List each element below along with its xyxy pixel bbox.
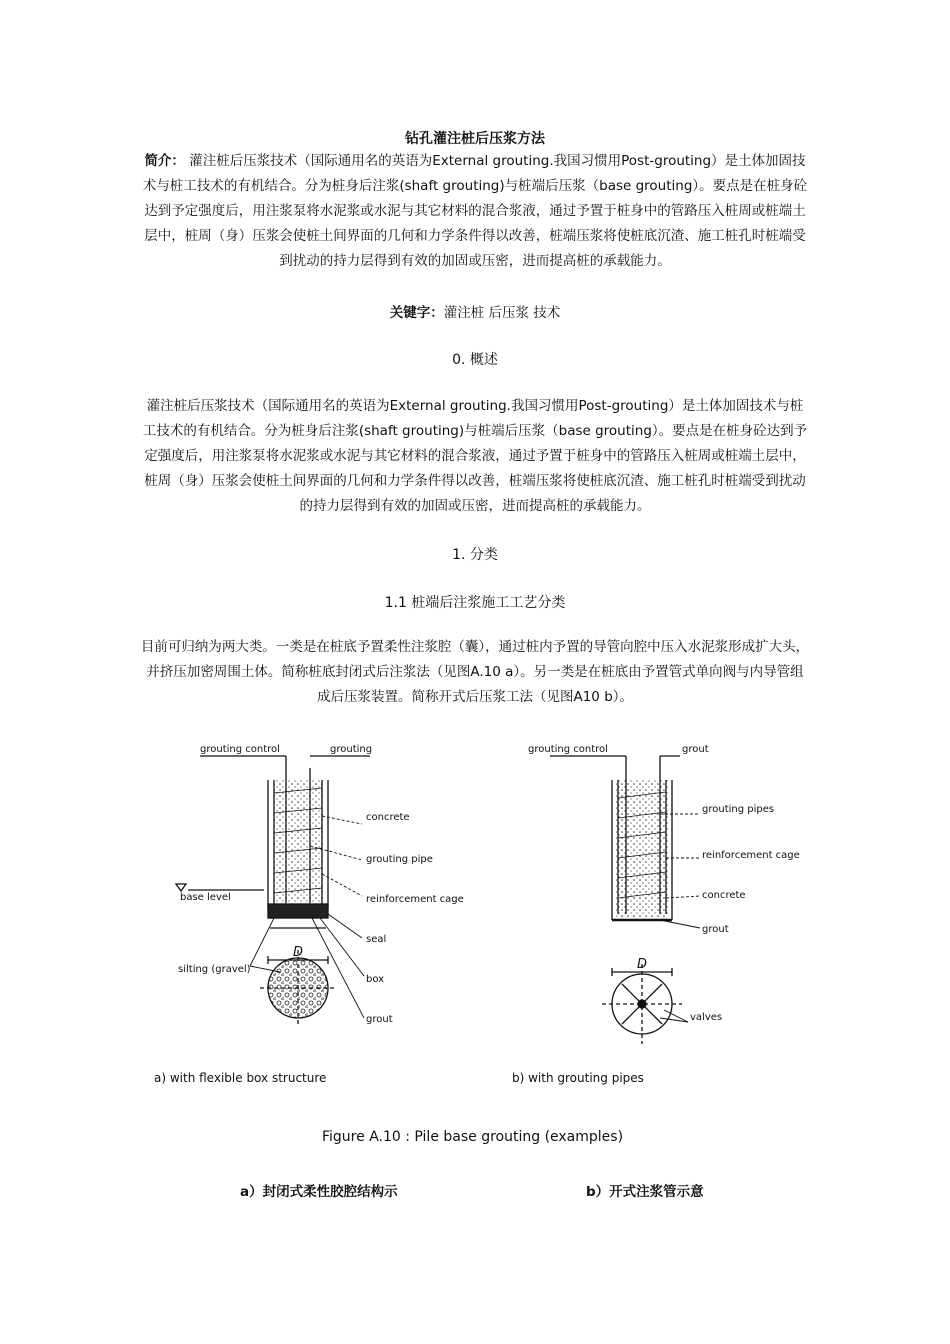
keywords-label: 关键字： (389, 305, 444, 321)
section1-heading: 1. 分类 (452, 547, 498, 563)
keywords-text: 灌注桩 后压浆 技术 (443, 305, 561, 321)
left-label-box: box (366, 974, 385, 985)
figure-title: Figure A.10 : Pile base grouting (examples) (322, 1129, 624, 1145)
caption-a: a）封闭式柔性胶腔结构示 (240, 1184, 398, 1200)
figure-drawing (140, 728, 820, 1158)
left-caption: a) with flexible box structure (154, 1071, 327, 1085)
left-label-grouting-control: grouting control (200, 744, 280, 755)
right-label-grout-top: grout (682, 744, 709, 755)
section1-1-heading: 1.1 桩端后注浆施工工艺分类 (384, 595, 566, 611)
left-pile-drawing (176, 756, 370, 1024)
left-label-grouting: grouting (330, 744, 373, 755)
right-label-grout: grout (702, 924, 729, 935)
caption-b: b）开式注浆管示意 (586, 1184, 704, 1200)
section0-heading: 0. 概述 (452, 352, 498, 368)
section1-paragraph: 目前可归纳为两大类。一类是在桩底予置柔性注浆腔（囊），通过桩内予置的导管向腔中压入水泥浆形成扩大头，并挤压加密周围土体。简称桩底封闭式后注浆法（见图A.10 a）。另一类是在桩底由予置管式单向阀与内导管组成后压浆装置。简称开式后压浆工法（见图A10 b）。 (140, 639, 810, 705)
right-label-grouting-control: grouting control (528, 744, 608, 755)
right-label-concrete: concrete (702, 890, 746, 901)
left-label-grout: grout (366, 1014, 393, 1025)
section0-paragraph: 灌注桩后压浆技术（国际通用名的英语为External grouting.我国习惯用Post-grouting）是土体加固技术与桩工技术的有机结合。分为桩身后注浆(shaft grouting)与桩端后压浆（base grouting）。要点是在桩身砼达到予定强度后，用注浆泵将水泥浆或水泥与其它材料的混合浆液，通过予置于桩身中的管路压入桩周或桩端土层中，桩周（身）压浆会使桩土间界面的几何和力学条件得以改善，桩端压浆将使桩底沉渣、施工桩孔时桩端受到扰动的持力层得到有效的加固或压密，进而提高桩的承载能力。 (142, 398, 808, 514)
intro-text: 灌注桩后压浆技术（国际通用名的英语为External grouting.我国习惯用Post-grouting）是土体加固技术与桩工技术的有机结合。分为桩身后注浆(shaft grouting)与桩端后压浆（base grouting）。要点是在桩身砼达到予定强度后，用注浆泵将水泥浆或水泥与其它材料的混合浆液，通过予置于桩身中的管路压入桩周或桩端土层中，桩周（身）压浆会使桩土间界面的几何和力学条件得以改善，桩端压浆将使桩底沉渣、施工桩孔时桩端受到扰动的持力层得到有效的加固或压密，进而提高桩的承载能力。 (142, 153, 808, 269)
right-label-valves: valves (690, 1012, 723, 1023)
left-label-grouting-pipe: grouting pipe (366, 854, 433, 865)
intro-label: 简介： (144, 153, 185, 169)
pile-base-grouting-figure (140, 728, 820, 1158)
left-label-reinforcement-cage: reinforcement cage (366, 894, 464, 905)
intro-paragraph (140, 149, 810, 274)
left-label-concrete: concrete (366, 812, 410, 823)
document-title: 钻孔灌注桩后压浆方法 (405, 131, 545, 147)
right-pile-drawing (550, 756, 700, 1044)
left-label-seal: seal (366, 934, 387, 945)
right-label-dimension: D (637, 957, 648, 972)
right-caption: b) with grouting pipes (512, 1071, 644, 1085)
left-label-silting: silting (gravel) (178, 964, 251, 975)
right-label-grouting-pipes: grouting pipes (702, 804, 775, 815)
keywords-line (0, 301, 950, 321)
left-label-dimension: D (293, 945, 304, 960)
right-label-reinforcement-cage: reinforcement cage (702, 850, 800, 861)
left-label-base-level: base level (180, 892, 231, 903)
